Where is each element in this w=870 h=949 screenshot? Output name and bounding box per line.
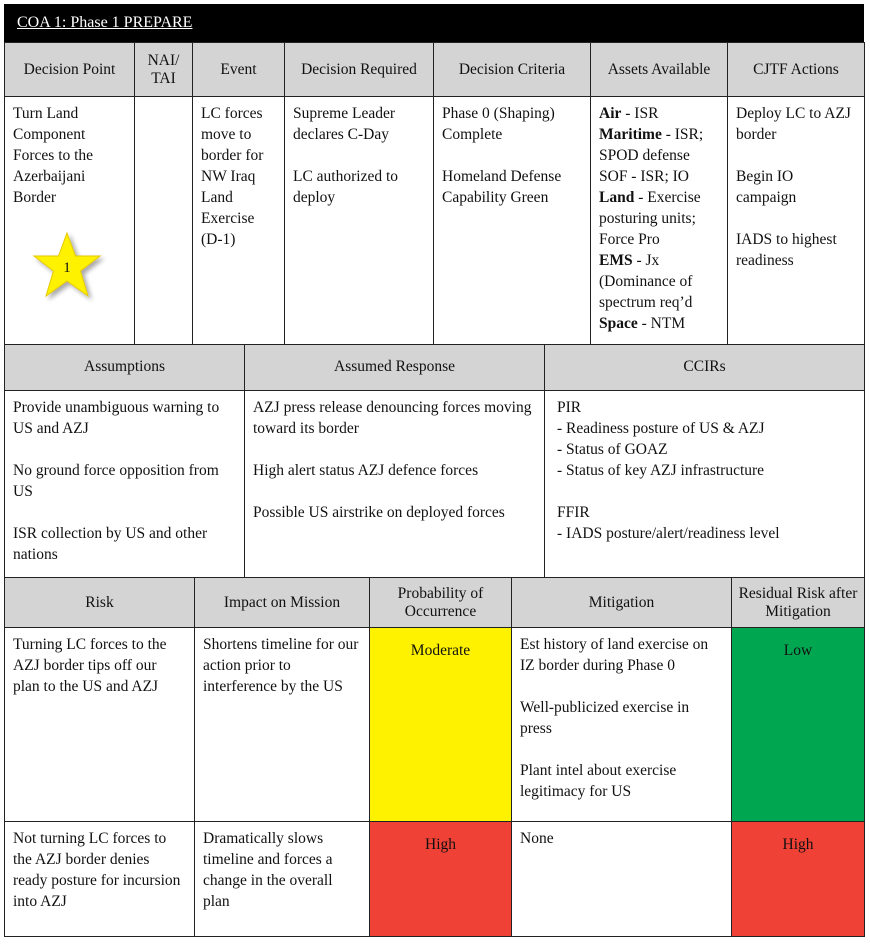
pir-item: - Readiness posture of US & AZJ bbox=[557, 419, 765, 437]
nai-tai-cell bbox=[135, 97, 193, 345]
header-event: Event bbox=[193, 43, 285, 97]
decision-table bbox=[4, 42, 865, 345]
risk-row bbox=[5, 822, 865, 937]
mitigation-item: Est history of land exercise on IZ border during Phase 0 bbox=[520, 636, 709, 674]
assumed-response-cell bbox=[245, 390, 545, 578]
mitigation-cell bbox=[512, 822, 732, 937]
risk-cell: Turning LC forces to the AZJ border tips off our plan to the US and AZJ bbox=[5, 628, 195, 822]
assumed-response-item: High alert status AZJ defence forces bbox=[253, 461, 479, 479]
star-number: 1 bbox=[63, 260, 71, 276]
header-cjtf-actions: CJTF Actions bbox=[728, 43, 865, 97]
probability-cell: Moderate bbox=[370, 628, 512, 822]
header-decision-point: Decision Point bbox=[5, 43, 135, 97]
decision-point-marker bbox=[31, 230, 111, 308]
asset-item bbox=[599, 250, 719, 313]
assumption-item: Provide unambiguous warning to US and AZJ bbox=[13, 398, 220, 437]
header-residual-risk: Residual Risk after Mitigation bbox=[732, 578, 865, 628]
asset-text: - NTM bbox=[637, 315, 686, 332]
assumed-response-item: Possible US airstrike on deployed forces bbox=[253, 503, 505, 521]
asset-item bbox=[599, 313, 719, 334]
decision-point-cell bbox=[5, 97, 135, 345]
header-decision-criteria: Decision Criteria bbox=[434, 43, 591, 97]
asset-item bbox=[599, 166, 719, 187]
assumptions-cell bbox=[5, 390, 245, 578]
asset-text: - ISR bbox=[621, 105, 659, 122]
decision-criteria-item: Homeland Defense Capability Green bbox=[442, 168, 562, 206]
decision-required-item: Supreme Leader declares C-Day bbox=[293, 105, 395, 143]
header-assets-available: Assets Available bbox=[591, 43, 728, 97]
event-cell: LC forces move to border for NW Iraq Land Exercise (D-1) bbox=[193, 97, 285, 345]
pir-title: PIR bbox=[557, 398, 582, 416]
mitigation-cell bbox=[512, 628, 732, 822]
assumptions-table bbox=[4, 344, 865, 579]
asset-label: EMS bbox=[599, 252, 633, 269]
decision-required-cell bbox=[285, 97, 434, 345]
header-decision-required: Decision Required bbox=[285, 43, 434, 97]
header-impact-on-mission: Impact on Mission bbox=[195, 578, 370, 628]
decision-criteria-cell bbox=[434, 97, 591, 345]
probability-cell: High bbox=[370, 822, 512, 937]
assets-available-cell bbox=[591, 97, 728, 345]
asset-text: - ISR; SPOD defense bbox=[599, 126, 704, 164]
asset-label: Air bbox=[599, 105, 622, 122]
header-nai-tai: NAI/ TAI bbox=[135, 43, 193, 97]
page-title: COA 1: Phase 1 PREPARE bbox=[17, 14, 193, 31]
header-mitigation: Mitigation bbox=[512, 578, 732, 628]
cjtf-action-item: Begin IO campaign bbox=[736, 168, 797, 206]
asset-text: SOF - ISR; IO bbox=[599, 168, 690, 185]
risk-row bbox=[5, 628, 865, 822]
header-ccirs: CCIRs bbox=[545, 344, 865, 390]
title-bar bbox=[4, 4, 864, 42]
asset-text: - Jx (Dominance of spectrum req’d bbox=[599, 252, 693, 311]
header-assumptions: Assumptions bbox=[5, 344, 245, 390]
header-assumed-response: Assumed Response bbox=[245, 344, 545, 390]
risk-table bbox=[4, 577, 865, 937]
pir-item: - Status of GOAZ bbox=[557, 440, 668, 458]
asset-item bbox=[599, 187, 719, 250]
decision-point-text: Turn Land Component Forces to the Azerbaijani Border bbox=[13, 105, 94, 206]
header-risk: Risk bbox=[5, 578, 195, 628]
asset-text: - Exercise posturing units; Force Pro bbox=[599, 189, 701, 248]
decision-required-item: LC authorized to deploy bbox=[293, 168, 399, 206]
assumption-item: No ground force opposition from US bbox=[13, 461, 219, 500]
cjtf-action-item: IADS to highest readiness bbox=[736, 231, 837, 269]
header-probability: Probability of Occurrence bbox=[370, 578, 512, 628]
cjtf-actions-cell bbox=[728, 97, 865, 345]
mitigation-item: Well-publicized exercise in press bbox=[520, 699, 690, 737]
ccirs-cell bbox=[545, 390, 865, 578]
asset-item bbox=[599, 103, 719, 124]
pir-item: - Status of key AZJ infrastructure bbox=[557, 461, 765, 479]
residual-risk-cell: High bbox=[732, 822, 865, 937]
assumed-response-item: AZJ press release denouncing forces moving toward its border bbox=[253, 398, 532, 437]
ffir-item: - IADS posture/alert/readiness level bbox=[557, 524, 780, 542]
residual-risk-cell: Low bbox=[732, 628, 865, 822]
impact-cell: Dramatically slows timeline and forces a change in the overall plan bbox=[195, 822, 370, 937]
ffir-title: FFIR bbox=[557, 503, 590, 521]
risk-cell: Not turning LC forces to the AZJ border denies ready posture for incursion into AZJ bbox=[5, 822, 195, 937]
asset-item bbox=[599, 124, 719, 166]
assumption-item: ISR collection by US and other nations bbox=[13, 524, 208, 563]
decision-criteria-item: Phase 0 (Shaping) Complete bbox=[442, 105, 555, 143]
coa-document bbox=[4, 4, 864, 942]
asset-label: Space bbox=[599, 315, 638, 332]
mitigation-item: None bbox=[520, 830, 554, 847]
mitigation-item: Plant intel about exercise legitimacy for US bbox=[520, 762, 677, 800]
asset-label: Land bbox=[599, 189, 635, 206]
asset-label: Maritime bbox=[599, 126, 662, 143]
impact-cell: Shortens timeline for our action prior to interference by the US bbox=[195, 628, 370, 822]
cjtf-action-item: Deploy LC to AZJ border bbox=[736, 105, 851, 143]
